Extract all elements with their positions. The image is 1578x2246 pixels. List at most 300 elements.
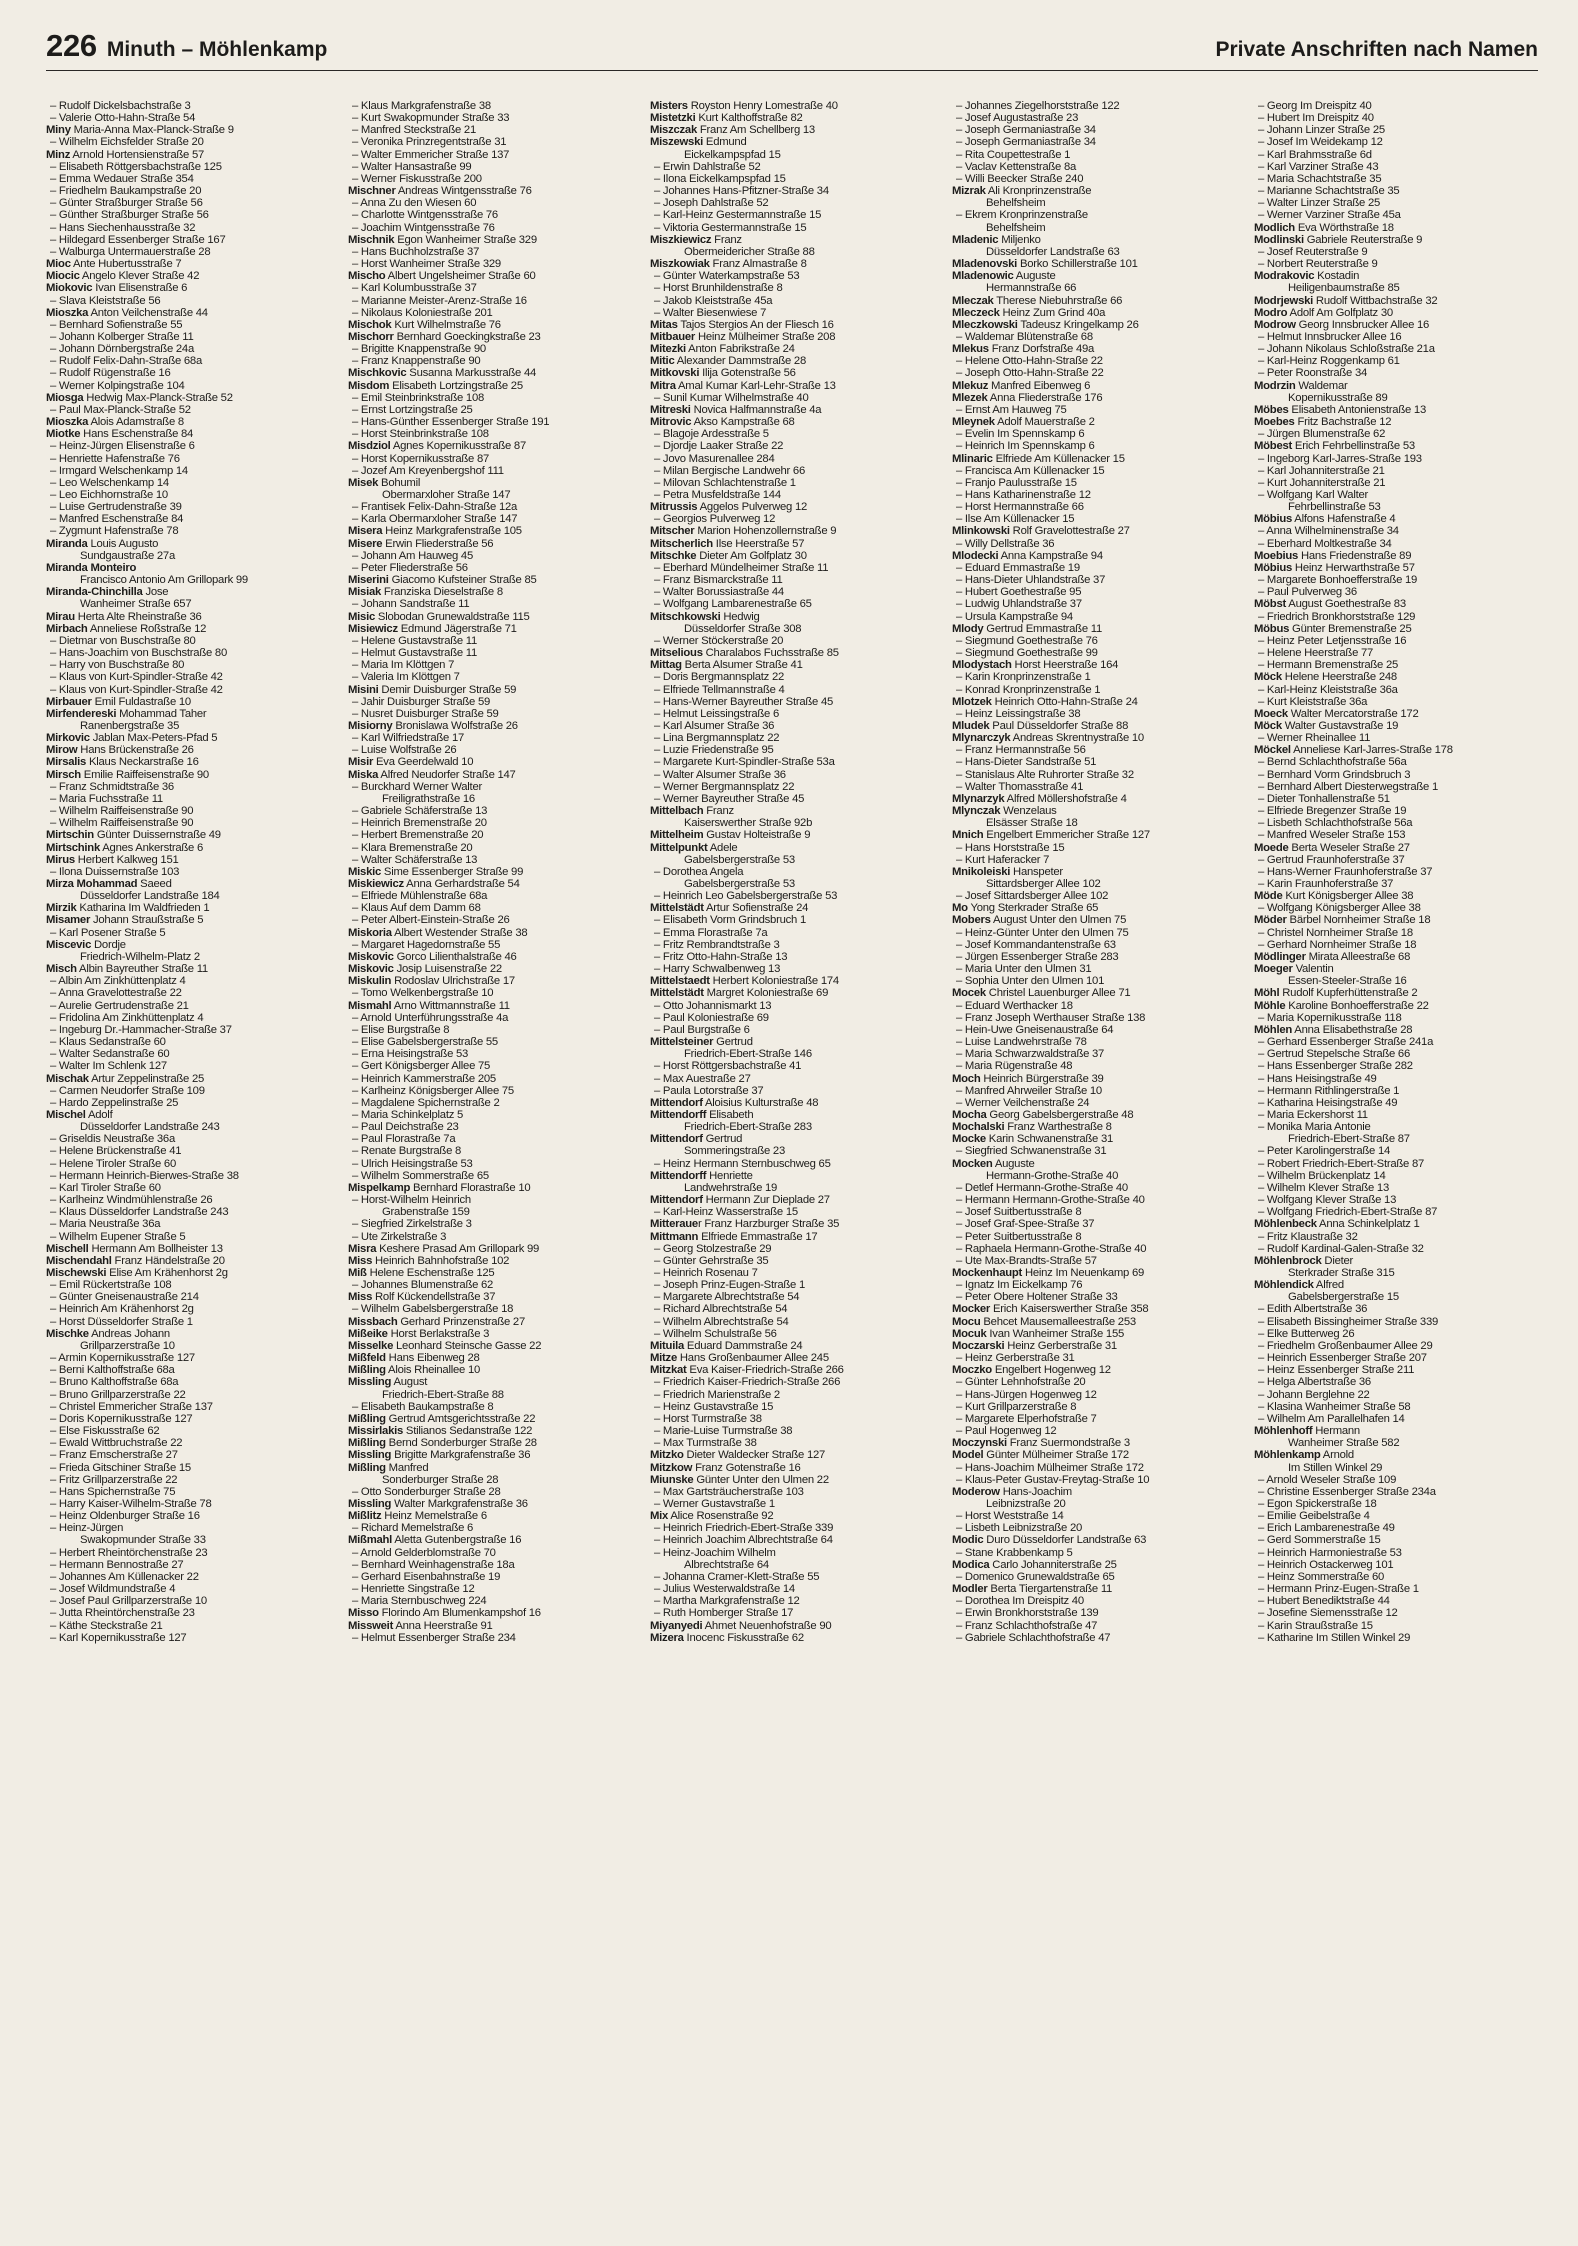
directory-entry: Mittelstädt Artur Sofienstraße 24 — [650, 902, 809, 915]
directory-entry: – Wilhelm Sommerstraße 65 — [352, 1169, 489, 1182]
surname: Moczko — [952, 1364, 992, 1377]
directory-entry: – Friedrich Marienstraße 2 — [654, 1388, 780, 1401]
surname: Mocuk — [952, 1327, 987, 1340]
directory-entry: – Klaus Markgrafenstraße 38 — [352, 100, 491, 112]
directory-entry: – Hubert Benediktstraße 44 — [1258, 1595, 1390, 1608]
directory-entry: Mitscher Marion Hohenzollernstraße 9 — [650, 525, 837, 538]
directory-entry: – Franz Schmidtstraße 36 — [50, 780, 174, 793]
directory-entry: – Ingeborg Karl-Jarres-Straße 193 — [1258, 452, 1422, 465]
surname: Modrow — [1254, 318, 1296, 331]
directory-entry: – Gertrud Stepelsche Straße 66 — [1258, 1048, 1410, 1061]
directory-entry: Möbius Heinz Herwarthstraße 57 — [1254, 561, 1415, 574]
directory-entry: – Wilhelm Schulstraße 56 — [654, 1327, 777, 1340]
directory-entry: Mochalski Franz Warthestraße 8 — [952, 1121, 1112, 1134]
directory-entry: – Waldemar Blütenstraße 68 — [956, 330, 1093, 343]
directory-entry: Friedrich-Ebert-Straße 146 — [684, 1048, 812, 1061]
directory-entry: – Kurt Johanniterstraße 21 — [1258, 476, 1386, 489]
directory-entry: Möckel Anneliese Karl-Jarres-Straße 178 — [1254, 744, 1453, 757]
directory-entry: – Walter Biesenwiese 7 — [654, 306, 767, 319]
directory-entry: Möbus Günter Bremenstraße 25 — [1254, 622, 1412, 635]
directory-entry: – Else Fiskusstraße 62 — [50, 1425, 160, 1438]
surname: Mistetzki — [650, 112, 696, 125]
directory-entry: – Hermann Bennostraße 27 — [50, 1558, 184, 1571]
directory-entry: – Tomo Welkenbergstraße 10 — [352, 987, 494, 1000]
directory-entry: – Katharina Heisingstraße 49 — [1258, 1096, 1398, 1109]
directory-entry: Mocek Christel Lauenburger Allee 71 — [952, 987, 1131, 1000]
directory-entry: Modlich Eva Wörthstraße 18 — [1254, 221, 1394, 234]
surname: Mirbauer — [46, 695, 92, 708]
surname: Mitkovski — [650, 367, 700, 380]
directory-entry: Mittag Berta Alsumer Straße 41 — [650, 659, 803, 672]
directory-entry: Misters Royston Henry Lomestraße 40 — [650, 100, 838, 112]
directory-entry: – Emma Wedauer Straße 354 — [50, 172, 194, 185]
directory-entry: Moebes Fritz Bachstraße 12 — [1254, 416, 1392, 429]
directory-entry: – Konrad Kronprinzenstraße 1 — [956, 683, 1101, 696]
surname: Mitbauer — [650, 330, 696, 343]
directory-entry: – Hermann Bremenstraße 25 — [1258, 659, 1399, 672]
directory-entry: Wanheimer Straße 657 — [80, 598, 192, 611]
directory-entry: – Horst Brunhildenstraße 8 — [654, 282, 783, 295]
directory-entry: – Hans-Dieter Sandstraße 51 — [956, 756, 1097, 769]
surname: Möckel — [1254, 744, 1291, 757]
directory-entry: – Rudolf Felix-Dahn-Straße 68a — [50, 355, 202, 368]
directory-entry: – Francisca Am Küllenacker 15 — [956, 464, 1105, 477]
directory-entry: Miss Heinrich Bahnhofstraße 102 — [348, 1254, 510, 1267]
surname: Miskovic — [348, 950, 394, 963]
surname: Miranda — [46, 537, 88, 550]
directory-entry: – Josef Kommandantenstraße 63 — [956, 938, 1116, 951]
directory-entry: Modrjewski Rudolf Wittbachstraße 32 — [1254, 294, 1438, 307]
surname: Moede — [1254, 841, 1289, 854]
surname: Mitreski — [650, 403, 691, 416]
directory-entry: – Friedrich Bronkhorststraße 129 — [1258, 610, 1416, 623]
directory-entry: – Franz Emscherstraße 27 — [50, 1449, 178, 1462]
directory-entry: – Ute Zirkelstraße 3 — [352, 1230, 447, 1243]
directory-entry: – Wolfgang Klever Straße 13 — [1258, 1194, 1397, 1207]
directory-entry: – Johann Berglehne 22 — [1258, 1388, 1370, 1401]
surname: Mißeike — [348, 1327, 388, 1340]
directory-entry: Misere Erwin Fliederstraße 56 — [348, 537, 494, 550]
directory-entry: Mitreski Novica Halfmannstraße 4a — [650, 403, 822, 416]
directory-entry: Landwehrstraße 19 — [684, 1181, 778, 1194]
directory-entry: – Karl Kolumbusstraße 37 — [352, 282, 477, 295]
surname: Mocha — [952, 1108, 987, 1121]
directory-entry: – Heinz-Jürgen — [50, 1522, 124, 1535]
directory-entry: – Joseph Prinz-Eugen-Straße 1 — [654, 1279, 805, 1292]
directory-entry: Möhlenhoff Hermann — [1254, 1425, 1360, 1438]
surname: Missling — [348, 1449, 392, 1462]
surname: Mittelstädt — [650, 902, 704, 915]
surname: Miszkowiak — [650, 258, 710, 271]
directory-entry: Möbius Alfons Hafenstraße 4 — [1254, 513, 1396, 526]
surname: Mitezki — [650, 343, 686, 356]
surname: Mirkovic — [46, 732, 90, 745]
directory-entry: Mirbach Anneliese Roßstraße 12 — [46, 622, 207, 635]
directory-entry: Misdom Elisabeth Lortzingstraße 25 — [348, 379, 523, 392]
surname: Möder — [1254, 914, 1287, 927]
directory-entry: – Erich Lambarenestraße 49 — [1258, 1522, 1395, 1535]
directory-entry: – Franjo Paulusstraße 15 — [956, 476, 1077, 489]
directory-entry: – Charlotte Wintgensstraße 76 — [352, 209, 498, 222]
surname: Möhlenhoff — [1254, 1425, 1313, 1438]
directory-entry: – Ernst Lortzingstraße 25 — [352, 403, 473, 416]
surname: Mischnik — [348, 233, 395, 246]
directory-entry: Miny Maria-Anna Max-Planck-Straße 9 — [46, 124, 234, 137]
directory-entry: Mirau Herta Alte Rheinstraße 36 — [46, 610, 202, 623]
directory-entry: – Hans Siechenhausstraße 32 — [50, 221, 196, 234]
directory-entry: Mo Yong Sterkrader Straße 65 — [952, 902, 1099, 915]
directory-entry: – Maria Fuchsstraße 11 — [50, 792, 163, 805]
directory-entry: – Jakob Kleiststraße 45a — [654, 294, 773, 307]
directory-entry: – Peter Albert-Einstein-Straße 26 — [352, 914, 510, 927]
directory-entry: – Fridolina Am Zinkhüttenplatz 4 — [50, 1011, 204, 1024]
directory-entry: Miskovic Josip Luisenstraße 22 — [348, 963, 502, 976]
directory-entry: – Gertrud Fraunhoferstraße 37 — [1258, 853, 1405, 866]
directory-entry: – Günter Gehrstraße 35 — [654, 1254, 769, 1267]
directory-entry: – Gerhard Nornheimer Straße 18 — [1258, 938, 1417, 951]
directory-entry: Mirbauer Emil Fuldastraße 10 — [46, 695, 191, 708]
directory-entry: – Joseph Otto-Hahn-Straße 22 — [956, 367, 1104, 380]
directory-entry: – Elfriede Bregenzer Straße 19 — [1258, 805, 1407, 818]
surname: Mizrak — [952, 185, 986, 198]
directory-entry: Moczarski Heinz Gerberstraße 31 — [952, 1339, 1117, 1352]
directory-entry: – Günter Gneisenaustraße 214 — [50, 1291, 199, 1304]
directory-entry: – Petra Musfeldstraße 144 — [654, 489, 781, 501]
surname: Möhlenkamp — [1254, 1449, 1321, 1462]
directory-entry: – Maria Schinkelplatz 5 — [352, 1108, 464, 1121]
directory-entry: Möhlendick Alfred — [1254, 1279, 1344, 1292]
directory-entry: Mlodystach Horst Heerstraße 164 — [952, 659, 1119, 672]
directory-entry: Moebius Hans Friedenstraße 89 — [1254, 549, 1412, 562]
surname: Modro — [1254, 306, 1288, 319]
surname: Mißmahl — [348, 1534, 393, 1547]
directory-entry: – Johann Linzer Straße 25 — [1258, 124, 1385, 137]
directory-entry: – Margaret Hagedornstraße 55 — [352, 938, 501, 951]
directory-entry: Mobers August Unter den Ulmen 75 — [952, 914, 1127, 927]
directory-entry: – Vaclav Kettenstraße 8a — [956, 160, 1077, 173]
directory-entry: – Heinrich Harmoniestraße 53 — [1258, 1546, 1402, 1559]
surname: Möck — [1254, 671, 1282, 684]
surname: Mittelsteiner — [650, 1036, 714, 1049]
surname: Mleynek — [952, 416, 995, 429]
directory-entry: – Hans Horststraße 15 — [956, 841, 1065, 854]
surname: Mispelkamp — [348, 1181, 411, 1194]
directory-entry: – Walburga Untermauerstraße 28 — [50, 245, 211, 258]
directory-entry: – Helmut Gustavstraße 11 — [352, 647, 478, 660]
surname: Möhl — [1254, 987, 1280, 1000]
directory-entry: Mittendorff Elisabeth — [650, 1108, 754, 1121]
directory-entry: – Valeria Im Klöttgen 7 — [352, 671, 460, 684]
directory-entry: Mittelbach Franz — [650, 805, 734, 818]
directory-entry: – Karin Kronprinzenstraße 1 — [956, 671, 1091, 684]
directory-entry: – Emma Florastraße 7a — [654, 926, 768, 939]
directory-entry: Mischo Albert Ungelsheimer Straße 60 — [348, 270, 536, 283]
directory-entry: – Franz Bismarckstraße 11 — [654, 574, 783, 587]
directory-entry: Gabelsbergerstraße 53 — [684, 853, 795, 866]
directory-entry: Mitrussis Aggelos Pulverweg 12 — [650, 501, 808, 514]
directory-entry: – Josef Paul Grillparzerstraße 10 — [50, 1595, 207, 1608]
surname: Miszczak — [650, 124, 697, 137]
surname: Miskic — [348, 865, 382, 878]
surname: Moch — [952, 1072, 981, 1085]
surname: Misdom — [348, 379, 390, 392]
directory-entry: – Margarete Kurt-Spindler-Straße 53a — [654, 756, 835, 769]
directory-entry: – Nikolaus Koloniestraße 201 — [352, 306, 493, 319]
directory-entry: – Helmut Innsbrucker Allee 16 — [1258, 330, 1402, 343]
directory-entry: Kaiserswerther Straße 92b — [684, 817, 813, 830]
surname: Moderow — [952, 1485, 1000, 1498]
directory-entry: Kopernikusstraße 89 — [1288, 391, 1388, 404]
surname: Modlinski — [1254, 233, 1304, 246]
directory-entry: Missling Brigitte Markgrafenstraße 36 — [348, 1449, 531, 1462]
directory-entry: Miß Helene Eschenstraße 125 — [348, 1267, 495, 1279]
surname: Mischner — [348, 185, 396, 198]
surname: Miskovic — [348, 963, 394, 976]
directory-entry: – Anna Gravelottestraße 22 — [50, 987, 182, 1000]
directory-entry: Mlinaric Elfriede Am Küllenacker 15 — [952, 452, 1125, 465]
surname: Mitzkow — [650, 1461, 693, 1474]
surname: Mirow — [46, 744, 78, 757]
directory-entry: Misini Demir Duisburger Straße 59 — [348, 683, 517, 696]
directory-entry: – Hans-Joachim Mülheimer Straße 172 — [956, 1461, 1144, 1474]
directory-entry: – Veronika Prinzregentstraße 31 — [352, 136, 507, 149]
directory-entry: Misic Slobodan Grunewaldstraße 115 — [348, 610, 530, 623]
directory-entry: – Marie-Luise Turmstraße 38 — [654, 1425, 793, 1438]
surname: Möbst — [1254, 598, 1287, 611]
surname: Mißling — [348, 1437, 386, 1450]
directory-entry: – Herbert Rheintörchenstraße 23 — [50, 1546, 208, 1559]
surname: Mismahl — [348, 999, 392, 1012]
directory-entry: – Manfred Steckstraße 21 — [352, 124, 476, 137]
surname: Miyanyedi — [650, 1619, 703, 1632]
directory-entry: Model Günter Mülheimer Straße 172 — [952, 1449, 1129, 1462]
directory-entry: Mißeike Horst Berlakstraße 3 — [348, 1327, 490, 1340]
directory-entry: Misselke Leonhard Steinsche Gasse 22 — [348, 1339, 542, 1352]
directory-entry: Mirtschink Agnes Ankerstraße 6 — [46, 841, 204, 854]
surname: Möhlenbrock — [1254, 1254, 1322, 1267]
directory-entry: – Fritz Otto-Hahn-Straße 13 — [654, 950, 788, 963]
surname: Miny — [46, 124, 71, 137]
surname: Miskiewicz — [348, 878, 404, 890]
directory-entry: Mioszka Anton Veilchenstraße 44 — [46, 306, 208, 319]
directory-entry: Mittelheim Gustav Holteistraße 9 — [650, 829, 811, 842]
directory-entry: Miskiewicz Anna Gerhardstraße 54 — [348, 878, 520, 890]
directory-entry: Obermarxloher Straße 147 — [382, 489, 511, 501]
directory-entry: Mitscherlich Ilse Heerstraße 57 — [650, 537, 805, 550]
directory-entry: – Marianne Schachtstraße 35 — [1258, 185, 1400, 198]
surname: Misiak — [348, 586, 382, 599]
directory-entry: – Paul Burgstraße 6 — [654, 1023, 750, 1036]
directory-entry: Mlotzek Heinrich Otto-Hahn-Straße 24 — [952, 695, 1138, 708]
directory-entry: – Karlheinz Windmühlenstraße 26 — [50, 1194, 213, 1207]
directory-entry: – Eberhard Mündelheimer Straße 11 — [654, 561, 829, 574]
surname: Mituila — [650, 1339, 685, 1352]
directory-entry: – Maria Rügenstraße 48 — [956, 1060, 1073, 1073]
surname: Miskoria — [348, 926, 392, 939]
directory-entry: – Henriette Hafenstraße 76 — [50, 452, 180, 465]
directory-entry: – Christel Nornheimer Straße 18 — [1258, 926, 1413, 939]
directory-entry: Moczko Engelbert Hogenweg 12 — [952, 1364, 1111, 1377]
directory-entry: – Wilhelm Am Parallelhafen 14 — [1258, 1412, 1405, 1425]
directory-entry: – Manfred Ahrweiler Straße 10 — [956, 1084, 1102, 1097]
directory-entry — [46, 562, 330, 574]
directory-entry: Möde Kurt Königsberger Allee 38 — [1254, 890, 1414, 903]
directory-entry: – Hildegard Essenberger Straße 167 — [50, 233, 226, 246]
surname: Mischell — [46, 1242, 89, 1255]
directory-entry: – Sophia Unter den Ulmen 101 — [956, 975, 1105, 988]
directory-entry: – Georgios Pulverweg 12 — [654, 513, 776, 526]
surname: Mirus — [46, 853, 75, 866]
directory-entry: – Werner Stöckerstraße 20 — [654, 634, 784, 647]
directory-entry: – Gerhard Eisenbahnstraße 19 — [352, 1570, 501, 1583]
directory-entry: – Elisabeth Baukampstraße 8 — [352, 1400, 494, 1413]
directory-entry: Friedrich-Ebert-Straße 88 — [382, 1388, 504, 1401]
surname: Moebes — [1254, 416, 1295, 429]
page-header-left — [46, 28, 327, 64]
directory-entry: – Karl Wilfriedstraße 17 — [352, 732, 465, 745]
directory-entry: Miranda-Chinchilla Jose — [46, 586, 169, 599]
surname: Misini — [348, 683, 379, 696]
directory-entry: Misera Heinz Markgrafenstraße 105 — [348, 525, 522, 538]
directory-entry: Miszczak Franz Am Schellberg 13 — [650, 124, 815, 137]
surname: Mittelstaedt — [650, 975, 710, 988]
directory-entry: – Karl-Heinz Roggenkamp 61 — [1258, 355, 1400, 368]
surname: Mischel — [46, 1108, 86, 1121]
directory-entry: – Emil Steinbrinkstraße 108 — [352, 391, 485, 404]
directory-entry: – Aurelie Gertrudenstraße 21 — [50, 999, 189, 1012]
directory-entry: – Johann Kolberger Straße 11 — [50, 330, 194, 343]
directory-entry: Friedrich-Ebert-Straße 87 — [1288, 1133, 1410, 1146]
directory-entry: Moch Heinrich Bürgerstraße 39 — [952, 1072, 1104, 1085]
directory-entry: Modlinski Gabriele Reuterstraße 9 — [1254, 233, 1423, 246]
directory-entry: – Jahir Duisburger Straße 59 — [352, 695, 491, 708]
directory-entry: Mludek Paul Düsseldorfer Straße 88 — [952, 719, 1129, 732]
directory-entry: – Willi Beecker Straße 240 — [956, 172, 1084, 185]
directory-entry: – Werner Bayreuther Straße 45 — [654, 792, 805, 805]
surname: Misiewicz — [348, 622, 398, 635]
directory-entry: – Ludwig Uhlandstraße 37 — [956, 598, 1082, 611]
surname: Moczarski — [952, 1339, 1005, 1352]
surname: Misek — [348, 476, 379, 489]
directory-entry: – Karl Johanniterstraße 21 — [1258, 464, 1385, 477]
directory-entry: – Franz Joseph Werthauser Straße 138 — [956, 1011, 1146, 1024]
surname: Mizera — [650, 1631, 684, 1644]
directory-entry: Mladenic Miljenko — [952, 233, 1041, 246]
directory-entry: Modrakovic Kostadin — [1254, 270, 1360, 283]
directory-entry: – Helene Tiroler Straße 60 — [50, 1157, 176, 1170]
directory-entry: – Kurt Haferacker 7 — [956, 853, 1050, 866]
directory-entry: – Franz Schlachthofstraße 47 — [956, 1619, 1098, 1632]
directory-entry: – Hans Spichernstraße 75 — [50, 1485, 176, 1498]
directory-entry: – Günther Straßburger Straße 56 — [50, 209, 209, 222]
directory-entry: Misra Keshere Prasad Am Grillopark 99 — [348, 1242, 540, 1255]
surname: Miokovic — [46, 282, 93, 295]
directory-entry: – Stane Krabbenkamp 5 — [956, 1546, 1073, 1559]
directory-entry: – Arnold Weseler Straße 109 — [1258, 1473, 1397, 1486]
directory-entry: – Emilie Geibelstraße 4 — [1258, 1510, 1370, 1523]
directory-entry: – Josef Reuterstraße 9 — [1258, 245, 1368, 258]
directory-entry: Mocha Georg Gabelsbergerstraße 48 — [952, 1108, 1134, 1121]
directory-entry: Modrzin Waldemar — [1254, 379, 1348, 392]
surname: Mix — [650, 1510, 669, 1523]
directory-entry: – Hans Essenberger Straße 282 — [1258, 1060, 1413, 1073]
directory-entry: Modica Carlo Johanniterstraße 25 — [952, 1558, 1117, 1571]
listing-column — [650, 100, 934, 2206]
directory-entry: – Paul Florastraße 7a — [352, 1133, 456, 1146]
directory-entry: Mittendorff Henriette — [650, 1169, 753, 1182]
directory-entry: Miunske Günter Unter den Ulmen 22 — [650, 1473, 829, 1486]
directory-entry: Miss Rolf Kückendellstraße 37 — [348, 1291, 496, 1304]
directory-entry: – Josef Suitbertusstraße 8 — [956, 1206, 1082, 1219]
surname: Mioszka — [46, 416, 89, 429]
directory-entry: – Walter Borussiastraße 44 — [654, 586, 784, 599]
directory-entry: Sittardsberger Allee 102 — [986, 878, 1101, 890]
surname: Mitschkowski — [650, 610, 721, 623]
directory-entry: Mitterauer Franz Harzburger Straße 35 — [650, 1218, 840, 1231]
directory-entry: – Richard Albrechtstraße 54 — [654, 1303, 788, 1316]
surname: Missling — [348, 1497, 392, 1510]
directory-entry: – Jutta Rheintörchenstraße 23 — [50, 1607, 195, 1620]
directory-entry: – Bernd Schlachthofstraße 56a — [1258, 756, 1407, 769]
surname: Misere — [348, 537, 383, 550]
directory-entry: Sterkrader Straße 315 — [1288, 1267, 1395, 1279]
directory-entry: Möbest Erich Fehrbellinstraße 53 — [1254, 440, 1415, 453]
directory-entry: Miskoria Albert Westender Straße 38 — [348, 926, 528, 939]
directory-entry: Miyanyedi Ahmet Neuenhofstraße 90 — [650, 1619, 832, 1632]
directory-entry: – Helene Gustavstraße 11 — [352, 634, 478, 647]
directory-entry: – Karla Obermarxloher Straße 147 — [352, 513, 518, 526]
surname: Miska — [348, 768, 379, 781]
surname: Mleczkowski — [952, 318, 1018, 331]
directory-entry: – Georg Stolzestraße 29 — [654, 1242, 772, 1255]
directory-entry: – Fritz Rembrandtstraße 3 — [654, 938, 780, 951]
surname: Misch — [46, 963, 77, 976]
directory-entry: Mischel Adolf — [46, 1108, 113, 1121]
directory-entry: – Heinrich Am Krähenhorst 2g — [50, 1303, 194, 1316]
directory-entry: – Johannes Blumenstraße 62 — [352, 1279, 494, 1292]
directory-entry: – Egon Spickerstraße 18 — [1258, 1497, 1377, 1510]
directory-entry: – Gabriele Schlachthofstraße 47 — [956, 1631, 1111, 1644]
directory-entry: – Manfred Eschenstraße 84 — [50, 513, 184, 526]
directory-entry: Mirsch Emilie Raiffeisenstraße 90 — [46, 768, 209, 781]
surname: Mirzik — [46, 902, 77, 915]
directory-entry: – Nusret Duisburger Straße 59 — [352, 707, 499, 720]
surname: Möhlen — [1254, 1023, 1293, 1036]
surname: Miszkiewicz — [650, 233, 712, 246]
directory-entry: Moderow Hans-Joachim — [952, 1485, 1072, 1498]
directory-entry: Missirlakis Stilianos Sedanstraße 122 — [348, 1425, 533, 1438]
directory-entry: – Wilhelm Brückenplatz 14 — [1258, 1169, 1386, 1182]
directory-entry: – Joseph Dahlstraße 52 — [654, 197, 769, 210]
directory-entry: – Werner Gustavstraße 1 — [654, 1497, 775, 1510]
directory-entry: – Helmut Essenberger Straße 234 — [352, 1631, 516, 1644]
directory-entry: – Ursula Kampstraße 94 — [956, 610, 1073, 623]
directory-entry: – Maria Sternbuschweg 224 — [352, 1595, 487, 1608]
directory-entry: Mitschke Dieter Am Golfplatz 30 — [650, 549, 807, 562]
directory-entry: Miscevic Dordje — [46, 938, 126, 951]
directory-entry: – Karl Tiroler Straße 60 — [50, 1181, 161, 1194]
surname: Moczynski — [952, 1437, 1007, 1450]
directory-entry: – Elisabeth Vorm Grindsbruch 1 — [654, 914, 806, 927]
surname: Missling — [348, 1376, 392, 1389]
directory-entry: – Brigitte Knappenstraße 90 — [352, 343, 486, 356]
directory-entry: – Heinz-Günter Unter den Ulmen 75 — [956, 926, 1129, 939]
directory-entry: Wanheimer Straße 582 — [1288, 1437, 1400, 1450]
directory-entry: – Hans-Günther Essenberger Straße 191 — [352, 416, 550, 429]
surname: Mittendorf — [650, 1194, 703, 1207]
directory-entry: Mischendahl Franz Händelstraße 20 — [46, 1254, 225, 1267]
directory-entry: – Maria Neustraße 36a — [50, 1218, 161, 1231]
